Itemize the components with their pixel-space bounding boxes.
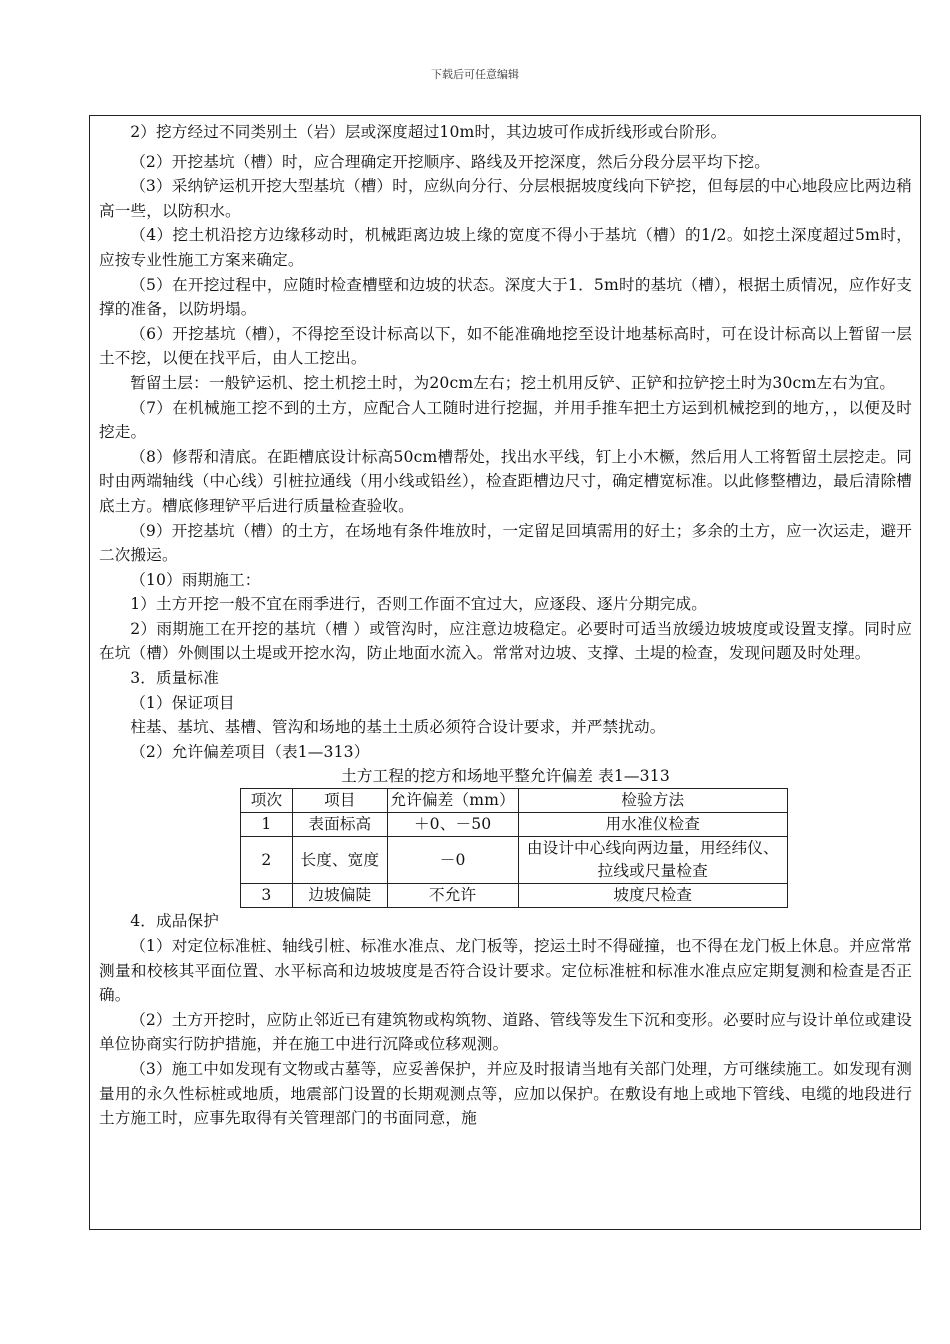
table-cell: 3 [241, 884, 293, 908]
section-heading: 4．成品保护 [130, 912, 219, 931]
table-row [241, 884, 788, 908]
table-cell: 边坡偏陡 [292, 884, 387, 908]
table-title: 土方工程的挖方和场地平整允许偏差 表1—313 [341, 767, 670, 786]
paragraph: （5）在开挖过程中，应随时检查槽壁和边坡的状态。深度大于1．5m时的基坑（槽），根据土质情况，应作好支撑的准备，以防坍塌。 [99, 275, 912, 319]
table-header-cell: 项次 [241, 789, 293, 813]
deviation-table [240, 788, 788, 908]
paragraph: （2）允许偏差项目（表1—313） [130, 742, 370, 761]
paragraph: （2）土方开挖时，应防止邻近已有建筑物或构筑物、道路、管线等发生下沉和变形。必要时应与设计单位或建设单位协商实行防护措施，并在施工中进行沉降或位移观测。 [99, 1010, 912, 1054]
paragraph: （2）开挖基坑（槽）时，应合理确定开挖顺序、路线及开挖深度，然后分段分层平均下挖。 [130, 152, 771, 171]
table-cell: 1 [241, 813, 293, 837]
paragraph: （4）挖土机沿挖方边缘移动时，机械距离边坡上缘的宽度不得小于基坑（槽）的1/2。如挖土深度超过5m时，应按专业性施工方案来确定。 [99, 226, 912, 269]
table-cell: 用水准仪检查 [518, 813, 787, 837]
paragraph: （9）开挖基坑（槽）的土方，在场地有条件堆放时，一定留足回填需用的好土；多余的土方，应一次运走，避开二次搬运。 [99, 521, 912, 565]
table-cell: 坡度尺检查 [518, 884, 787, 908]
paragraph: （8）修帮和清底。在距槽底设计标高50cm槽帮处，找出水平线，钉上小木橛，然后用人工将暂留土层挖走。同时由两端轴线（中心线）引桩拉通线（用小线或铅丝），检查距槽边尺寸，确定槽宽标准。以此修整槽边，最后清除槽底土方。槽底修理铲平后进行质量检查验收。 [99, 447, 912, 515]
paragraph: （1）对定位标准桩、轴线引桩、标准水准点、龙门板等，挖运土时不得碰撞，也不得在龙门板上休息。并应常常测量和校核其平面位置、水平标高和边坡坡度是否符合设计要求。定位标准桩和标准水准点应定期复测和检查是否正确。 [99, 937, 912, 1005]
paragraph: 1）土方开挖一般不宜在雨季进行，否则工作面不宜过大，应逐段、逐片分期完成。 [130, 595, 708, 614]
table-cell: 不允许 [387, 884, 518, 908]
paragraph: （1）保证项目 [130, 693, 235, 712]
table-row [241, 837, 788, 884]
page-header: 下载后可任意编辑 [431, 68, 519, 81]
paragraph: （3）施工中如发现有文物或古墓等，应妥善保护，并应及时报请当地有关部门处理，方可继续施工。如发现有测量用的永久性标桩或地质，地震部门设置的长期观测点等，应加以保护。在敷设有地上或地下管线、电缆的地段进行土方施工时，应事先取得有关管理部门的书面同意，施 [99, 1060, 912, 1128]
paragraph: 暂留土层：一般铲运机、挖土机挖土时，为20cm左右；挖土机用反铲、正铲和拉铲挖土时为30cm左右为宜。 [130, 373, 896, 392]
table-cell: 由设计中心线向两边量，用经纬仪、拉线或尺量检查 [518, 837, 787, 884]
table-cell: －0 [387, 837, 518, 884]
table-header-cell: 允许偏差（mm） [387, 789, 518, 813]
table-cell: ＋0、－50 [387, 813, 518, 837]
paragraph: （6）开挖基坑（槽），不得挖至设计标高以下，如不能准确地挖至设计地基标高时，可在设计标高以上暂留一层土不挖，以便在找平后，由人工挖出。 [99, 324, 912, 368]
table-row [241, 813, 788, 837]
table-cell: 2 [241, 837, 293, 884]
paragraph: （7）在机械施工挖不到的土方，应配合人工随时进行挖掘，并用手推车把土方运到机械挖到的地方，，以便及时挖走。 [99, 398, 912, 442]
paragraph: 2）雨期施工在开挖的基坑（槽 ）或管沟时，应注意边坡稳定。必要时可适当放缓边坡坡度或设置支撑。同时应在坑（槽）外侧围以土堤或开挖水沟，防止地面水流入。常常对边坡、支撑、土堤的检查，发现问题及时处理。 [99, 619, 912, 663]
content-frame [89, 115, 921, 1230]
table-header-row [241, 789, 788, 813]
table-header-cell: 检验方法 [518, 789, 787, 813]
document-body [90, 116, 920, 1131]
table-cell: 表面标高 [292, 813, 387, 837]
paragraph: 2）挖方经过不同类别土（岩）层或深度超过10m时，其边坡可作成折线形或台阶形。 [130, 123, 727, 141]
table-header-cell: 项目 [292, 789, 387, 813]
section-heading: 3．质量标准 [130, 669, 219, 688]
table-cell: 长度、宽度 [292, 837, 387, 884]
paragraph: （3）采纳铲运机开挖大型基坑（槽）时，应纵向分行、分层根据坡度线向下铲挖，但每层的中心地段应比两边稍高一些，以防积水。 [99, 177, 912, 220]
paragraph: 柱基、基坑、基槽、管沟和场地的基土土质必须符合设计要求，并严禁扰动。 [130, 718, 666, 737]
paragraph: （10）雨期施工： [130, 570, 261, 589]
